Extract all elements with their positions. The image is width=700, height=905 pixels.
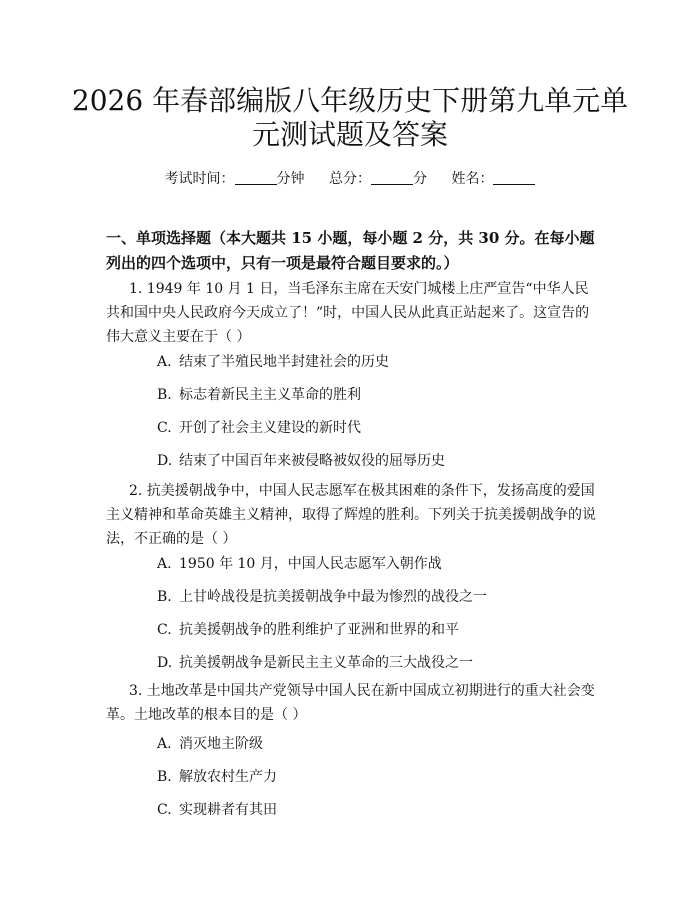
question-1-stem: 1. 1949 年 10 月 1 日，当毛泽东主席在天安门城楼上庄严宣告“中华人民共和国中央人民政府今天成立了！”时，中国人民从此真正站起来了。这宣告的伟大意义主要在于（ ） [106,281,590,345]
option-letter: B. [157,769,172,785]
exam-time-unit: 分钟 [276,171,305,187]
option-letter: A. [157,354,172,370]
option-text: 实现耕者有其田 [179,802,277,818]
question-1-option-a [157,352,597,372]
option-text: 开创了社会主义建设的新时代 [179,420,361,436]
question-2-option-b [157,587,597,607]
question-1-option-b [157,385,597,405]
option-text: 1950 年 10 月，中国人民志愿军入朝作战 [179,556,442,572]
option-text: 抗美援朝战争是新民主主义革命的三大战役之一 [179,655,473,671]
total-score-unit: 分 [413,171,427,187]
question-1-option-c [157,418,597,438]
option-letter: A. [157,736,172,752]
question-1-option-d [157,451,597,471]
option-text: 消灭地主阶级 [179,736,263,752]
question-3-stem: 3. 土地改革是中国共产党领导中国人民在新中国成立初期进行的重大社会变革。土地改革的根本目的是（ ） [106,683,595,723]
section-heading: 一、单项选择题（本大题共 15 小题，每小题 2 分，共 30 分。在每小题列出的四个选项中，只有一项是最符合题目要求的。） [106,229,595,272]
student-name-blank [493,170,535,185]
option-text: 抗美援朝战争的胜利维护了亚洲和世界的和平 [179,622,459,638]
option-text: 上甘岭战役是抗美援朝战争中最为惨烈的战役之一 [179,589,487,605]
option-text: 解放农村生产力 [179,769,277,785]
exam-time-label: 考试时间： [164,171,235,187]
option-letter: B. [157,589,172,605]
question-2-option-d [157,653,597,673]
exam-time-field [165,169,305,189]
option-text: 结束了半殖民地半封建社会的历史 [179,354,389,370]
option-letter: C. [157,622,172,638]
question-3-option-a [157,734,597,754]
question-2-stem: 2. 抗美援朝战争中，中国人民志愿军在极其困难的条件下，发扬高度的爱国主义精神和革命英雄主义精神，取得了辉煌的胜利。下列关于抗美援朝战争的说法，不正确的是（ ） [106,483,596,547]
total-score-blank [371,170,413,185]
option-text: 结束了中国百年来被侵略被奴役的屈辱历史 [179,453,445,469]
option-text: 标志着新民主主义革命的胜利 [179,387,361,403]
exam-time-blank [235,170,277,185]
option-letter: A. [157,556,172,572]
document-title-line-1: 2026 年春部编版八年级历史下册第九单元单 [71,84,629,117]
total-score-field [329,169,427,189]
option-letter: C. [157,420,172,436]
total-score-label: 总分： [329,171,371,187]
student-name-label: 姓名： [451,171,494,187]
exam-meta-line [0,169,700,189]
option-letter: D. [157,453,173,469]
student-name-field [451,169,535,189]
option-letter: C. [157,802,172,818]
question-2-option-a [157,554,597,574]
document-title-line-2: 元测试题及答案 [251,118,448,151]
question-2-option-c [157,620,597,640]
question-3-option-c [157,800,597,820]
question-3-option-b [157,767,597,787]
option-letter: B. [157,387,172,403]
option-letter: D. [157,655,173,671]
